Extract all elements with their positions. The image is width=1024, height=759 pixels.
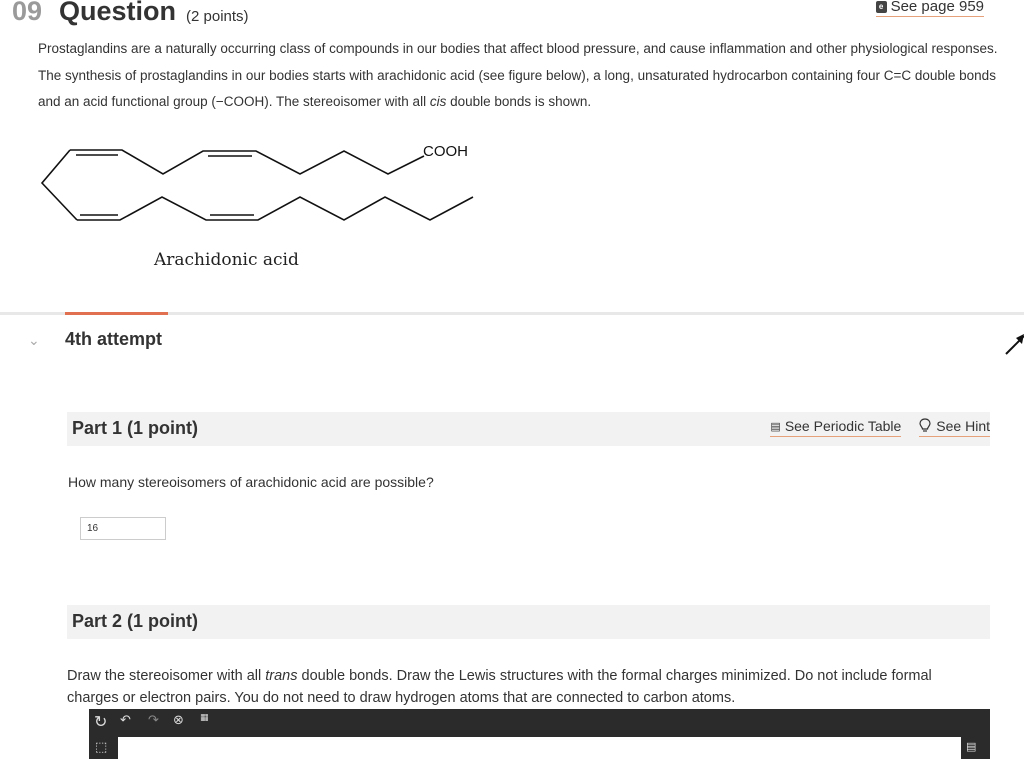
question-points: (2 points) — [186, 8, 249, 25]
chevron-down-icon[interactable]: ⌄ — [28, 333, 40, 349]
part2-title: Part 2 (1 point) — [72, 611, 199, 631]
part2-question — [67, 665, 967, 709]
part2-text-1: Draw the stereoisomer with all — [67, 668, 266, 684]
part1-question: How many stereoisomers of arachidonic acid are possible? — [68, 474, 434, 490]
redo-icon[interactable]: ↷ — [148, 713, 159, 728]
part2-text-2: double bonds. Draw the Lewis structures with the formal charges minimized. Do not include formal charges or electron pairs. You do not need to draw hydrogen atoms that are connected to carbon atoms. — [67, 668, 932, 706]
prompt-emphasis: cis — [429, 94, 447, 109]
arachidonic-acid-structure — [40, 140, 490, 240]
see-periodic-table-link[interactable] — [770, 418, 901, 437]
see-page-link[interactable] — [876, 0, 984, 17]
lightbulb-icon — [919, 418, 931, 434]
editor-canvas[interactable] — [118, 737, 961, 759]
zoom-clear-icon[interactable]: ⊗ — [173, 713, 184, 728]
cooh-label: COOH — [423, 143, 468, 160]
see-hint-link[interactable] — [919, 418, 990, 437]
attempt-tab-indicator — [65, 312, 168, 315]
answer-input[interactable] — [80, 517, 166, 540]
hint-label: See Hint — [936, 418, 990, 434]
refresh-icon[interactable]: ↻ — [94, 712, 108, 731]
prompt-text-1: Prostaglandins are a naturally occurring class of compounds in our bodies that affect blood pressure, and cause inflammation and other physiological responses. The synthesis of prostaglandins in our bodies starts with arachidonic acid (see figure below), a long, unsaturated hydrocarbon containing four C=C double bonds and an acid functional group (−COOH). The stereoisomer with all — [38, 41, 998, 109]
periodic-table-label: See Periodic Table — [784, 418, 902, 434]
figure-caption: Arachidonic acid — [154, 250, 299, 270]
question-title: Question — [59, 0, 177, 26]
2d-icon[interactable]: ▦ — [200, 713, 209, 723]
undo-icon[interactable]: ↶ — [120, 713, 131, 728]
question-prompt — [38, 36, 998, 116]
template-icon[interactable]: ▤ — [966, 740, 977, 753]
see-page-label: See page 959 — [890, 0, 984, 15]
part1-title: Part 1 (1 point) — [72, 418, 199, 438]
select-icon[interactable]: ⬚ — [95, 740, 108, 755]
periodic-table-icon: ▤ — [770, 420, 780, 433]
part2-header — [67, 605, 990, 639]
prompt-text-2: double bonds is shown. — [446, 94, 592, 109]
part2-emphasis: trans — [265, 668, 298, 684]
ebook-icon: e — [876, 1, 887, 13]
attempt-label[interactable]: 4th attempt — [65, 329, 163, 349]
part1-tools — [770, 418, 990, 437]
question-number: 09 — [12, 0, 43, 26]
arrow-icon — [1004, 328, 1024, 356]
